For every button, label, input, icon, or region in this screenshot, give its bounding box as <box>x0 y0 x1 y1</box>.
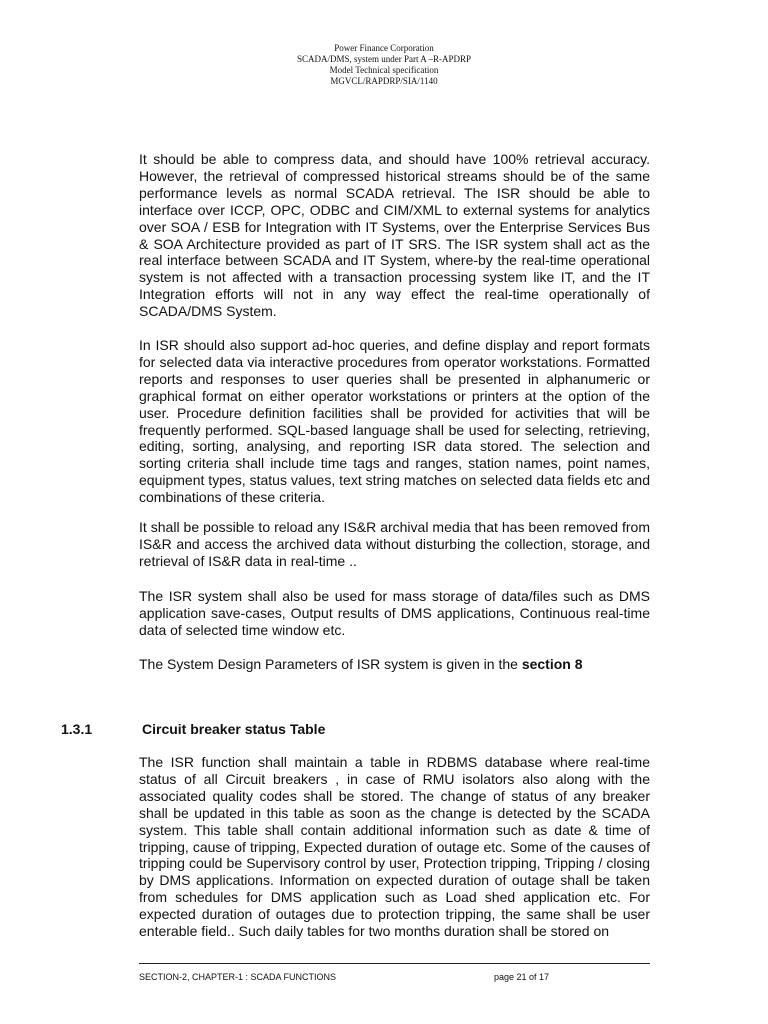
header-line-organization: Power Finance Corporation <box>334 43 434 53</box>
section-title: Circuit breaker status Table <box>142 721 326 737</box>
paragraph-text: It shall be possible to reload any IS&R archival media that has been removed from IS&R and access the archived data without disturbing the collection, storage, and retrieval of IS&R data in real-time .. <box>139 519 650 569</box>
paragraph-text: The ISR system shall also be used for mass storage of data/files such as DMS application save-cases, Output results of DMS applications, Continuous real-time data of selected time window etc. <box>139 588 650 638</box>
paragraph-text: It should be able to compress data, and should have 100% retrieval accuracy. However, the retrieval of compressed historical streams should be of the same performance levels as normal SCADA retrieval. The ISR should be able to interface over ICCP, OPC, ODBC and CIM/XML to external systems for analytics over SOA / ESB for Integration with IT Systems, over the Enterprise Services Bus & SOA Architecture provided as part of IT SRS. The ISR system shall act as the real interface between SCADA and IT System, where-by the real-time operational system is not affected with a transaction processing system like IT, and the IT Integration efforts will not in any way effect the real-time operationally of SCADA/DMS System. <box>139 151 650 320</box>
footer-section-label: SECTION-2, CHAPTER-1 : SCADA FUNCTIONS <box>139 972 337 982</box>
page-header <box>0 43 768 87</box>
body-paragraph-breaker-table <box>139 754 650 940</box>
header-line-reference: MGVCL/RAPDRP/SIA/1140 <box>330 76 438 86</box>
section-number: 1.3.1 <box>61 721 93 737</box>
body-paragraph-adhoc-queries <box>139 337 650 506</box>
body-paragraph-mass-storage <box>139 588 650 639</box>
design-params-text: The System Design Parameters of ISR system is given in the <box>139 656 522 672</box>
footer-divider <box>139 963 650 964</box>
header-line-system: SCADA/DMS, system under Part A –R-APDRP <box>296 54 472 64</box>
paragraph-text: The ISR function shall maintain a table in RDBMS database where real-time status of all Circuit breakers , in case of RMU isolators also along with the associated quality codes shall be stored. The change of status of any breaker shall be updated in this table as soon as the change is detected by the SCADA system. This table shall contain additional information such as date & time of tripping, cause of tripping, Expected duration of outage etc. Some of the causes of tripping could be Supervisory control by user, Protection tripping, Tripping / closing by DMS applications. Information on expected duration of outage shall be taken from schedules for DMS application such as Load shed application etc. For expected duration of outages due to protection tripping, the same shall be user enterable field.. Such daily tables for two months duration shall be stored on <box>139 754 650 940</box>
header-line-spec: Model Technical specification <box>329 65 439 75</box>
body-paragraph-design-parameters <box>139 656 650 673</box>
body-paragraph-compression <box>139 151 650 320</box>
paragraph-text: In ISR should also support ad-hoc queries, and define display and report formats for selected data via interactive procedures from operator workstations. Formatted reports and responses to user queries shall be presented in alphanumeric or graphical format on either operator workstations or printers at the option of the user. Procedure definition facilities shall be provided for activities that will be frequently performed. SQL-based language shall be used for selecting, retrieving, editing, sorting, analysing, and reporting ISR data stored. The selection and sorting criteria shall include time tags and ranges, station names, point names, equipment types, status values, text string matches on selected data fields etc and combinations of these criteria. <box>139 337 650 506</box>
section-reference: section 8 <box>521 656 583 672</box>
paragraph-text <box>139 656 650 673</box>
footer-page-number: page 21 of 17 <box>494 972 550 982</box>
body-paragraph-archival-reload <box>139 519 650 570</box>
